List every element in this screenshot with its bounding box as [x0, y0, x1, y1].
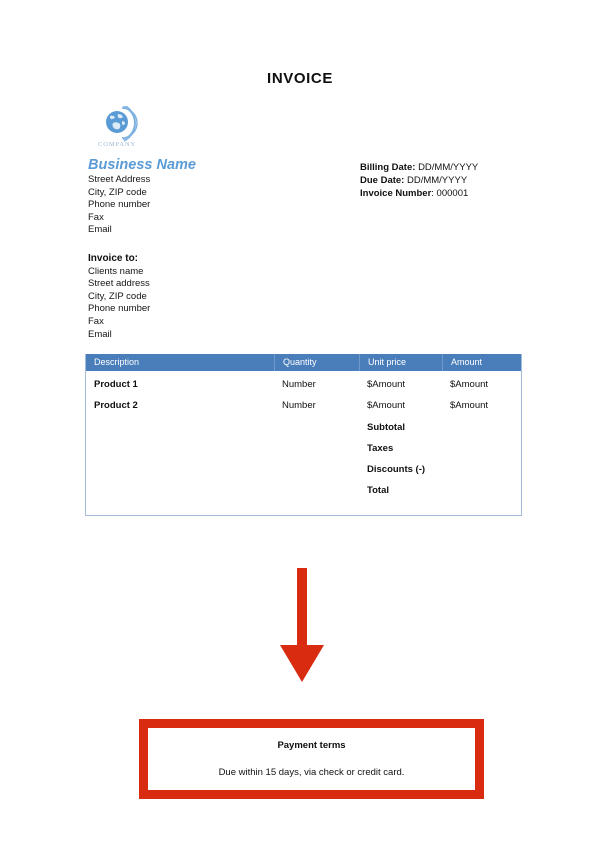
- invoice-to-heading: Invoice to:: [88, 253, 139, 264]
- seller-address-line: City, ZIP code: [88, 186, 147, 198]
- seller-address-line: Email: [88, 224, 112, 236]
- billing-date-value: DD/MM/YYYY: [418, 162, 479, 173]
- cell-unit-price: $Amount: [367, 400, 406, 411]
- globe-icon: [101, 106, 145, 142]
- cell-description: Product 1: [94, 379, 138, 390]
- cell-amount: $Amount: [450, 400, 489, 411]
- column-header-quantity: Quantity: [274, 354, 359, 371]
- line-items-table: [85, 354, 522, 516]
- summary-label: Taxes: [367, 443, 394, 454]
- client-info: [88, 252, 338, 341]
- payment-terms-title: Payment terms: [277, 740, 346, 751]
- cell-description: Product 2: [94, 400, 138, 411]
- summary-row-total: [86, 480, 521, 501]
- summary-label: Total: [367, 485, 389, 496]
- seller-address-line: Fax: [88, 211, 104, 223]
- cell-unit-price: $Amount: [367, 379, 406, 390]
- page-title: INVOICE: [267, 70, 333, 87]
- logo-wordmark: COMPANY: [98, 141, 137, 148]
- invoice-number: [360, 187, 560, 200]
- client-address-line: Fax: [88, 315, 104, 327]
- billing-date: [360, 161, 560, 174]
- seller-info: [88, 157, 338, 237]
- cell-quantity: Number: [282, 400, 316, 411]
- client-address-line: Clients name: [88, 265, 144, 277]
- business-name: Business Name: [88, 157, 196, 173]
- summary-row-taxes: [86, 438, 521, 459]
- seller-address-line: Phone number: [88, 199, 151, 211]
- client-address-line: Street address: [88, 278, 150, 290]
- summary-row-discounts: [86, 459, 521, 480]
- column-header-description: Description: [94, 357, 140, 367]
- payment-terms-content: [148, 728, 475, 790]
- summary-label: Subtotal: [367, 422, 405, 433]
- due-date: [360, 174, 560, 187]
- client-address-line: Email: [88, 328, 112, 340]
- invoice-number-value: : 000001: [431, 188, 469, 199]
- column-header-unit-price: Unit price: [359, 354, 442, 371]
- invoice-meta: [360, 161, 560, 200]
- due-date-value: DD/MM/YYYY: [406, 175, 468, 186]
- table-row: [86, 374, 521, 395]
- column-header-amount: Amount: [442, 354, 521, 371]
- table-summary: [86, 416, 521, 515]
- table-row: [86, 395, 521, 416]
- company-logo: [95, 106, 159, 156]
- seller-address-line: Street Address: [88, 174, 151, 185]
- cell-amount: $Amount: [450, 379, 489, 390]
- summary-label: Discounts (-): [367, 464, 426, 475]
- table-body: [86, 371, 521, 416]
- payment-terms-callout: [139, 719, 484, 799]
- table-header-row: [86, 354, 521, 371]
- client-address-line: Phone number: [88, 303, 151, 315]
- billing-date-label: Billing Date:: [360, 162, 416, 173]
- due-date-label: Due Date:: [360, 175, 405, 186]
- client-address-line: City, ZIP code: [88, 290, 147, 302]
- cell-quantity: Number: [282, 379, 316, 390]
- invoice-number-label: Invoice Number: [360, 188, 432, 199]
- payment-terms-text: Due within 15 days, via check or credit card.: [218, 767, 405, 778]
- summary-row-subtotal: [86, 417, 521, 438]
- down-arrow-icon: [278, 568, 326, 684]
